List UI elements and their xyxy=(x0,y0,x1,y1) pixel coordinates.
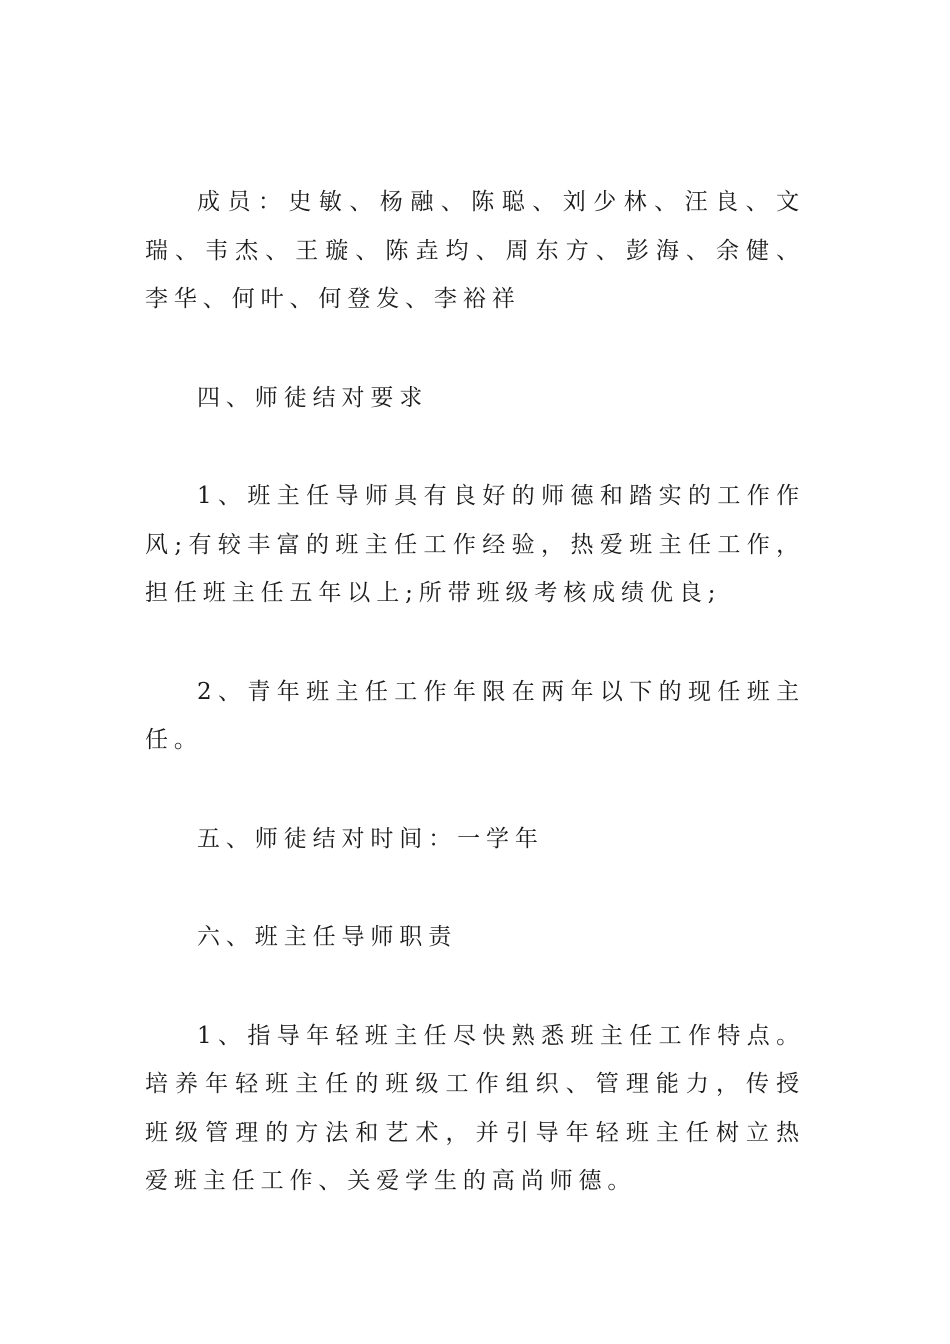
members-paragraph: 成员：史敏、杨融、陈聪、刘少林、汪良、文瑞、韦杰、王璇、陈垚均、周东方、彭海、余健、李华、何叶、何登发、李裕祥 xyxy=(145,189,805,312)
section-4-item-2: 2、青年班主任工作年限在两年以下的现任班主任。 xyxy=(145,678,805,753)
section-6-heading: 六、班主任导师职责 xyxy=(197,924,458,950)
section-4-item-1: 1、班主任导师具有良好的师德和踏实的工作作风;有较丰富的班主任工作经验，热爱班主任工作，担任班主任五年以上;所带班级考核成绩优良; xyxy=(145,483,805,606)
section-5-heading: 五、师徒结对时间：一学年 xyxy=(197,825,544,852)
document-page xyxy=(145,178,805,1206)
section-4-heading: 四、师徒结对要求 xyxy=(197,384,429,411)
section-6-item-1: 1、指导年轻班主任尽快熟悉班主任工作特点。培养年轻班主任的班级工作组织、管理能力，传授班级管理的方法和艺术，并引导年轻班主任树立热爱班主任工作、关爱学生的高尚师德。 xyxy=(145,1022,805,1194)
